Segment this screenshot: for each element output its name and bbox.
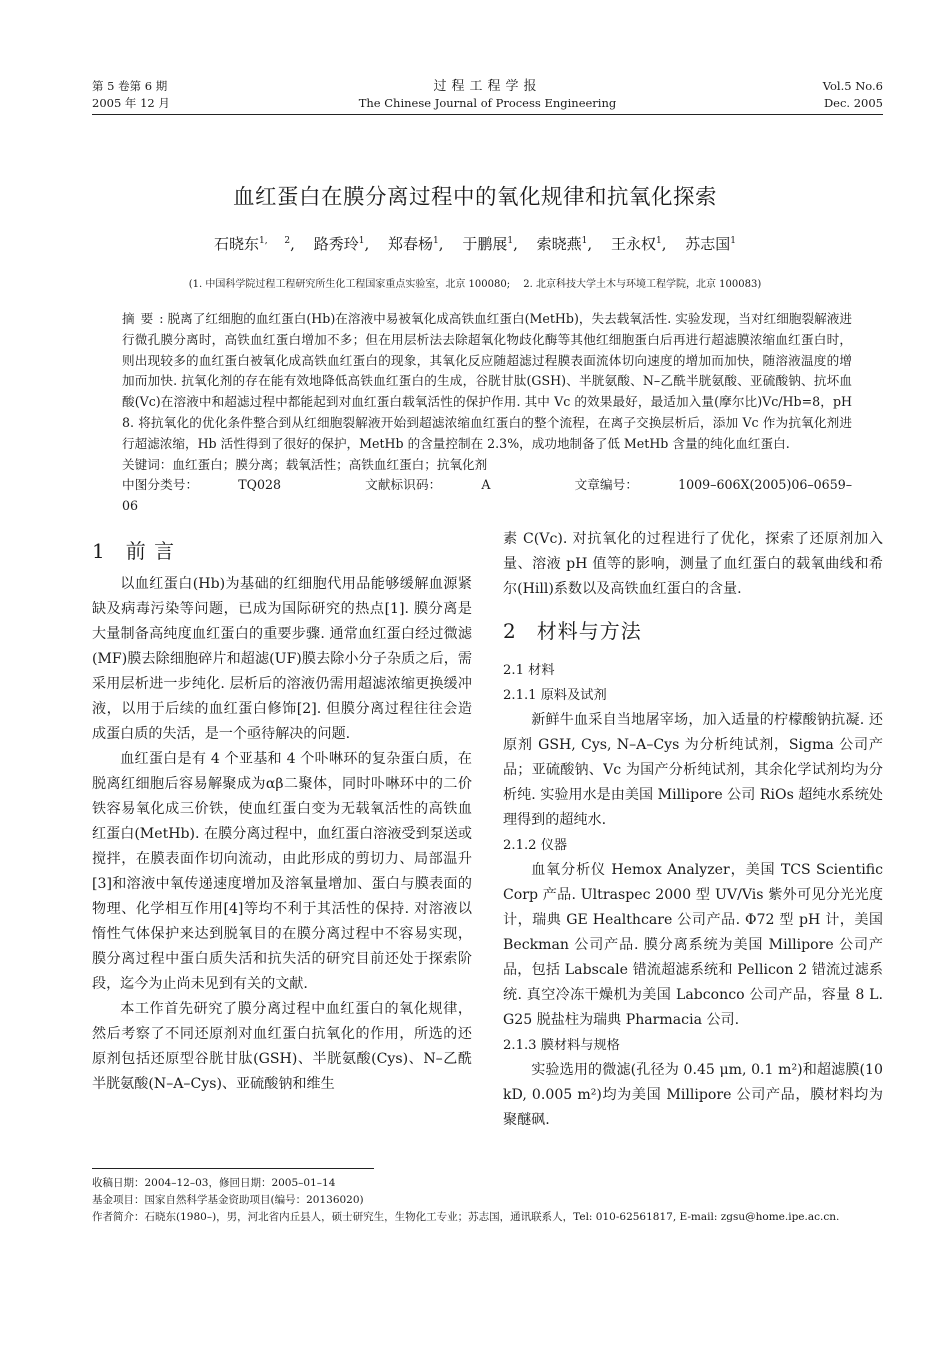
- paragraph: 血氧分析仪 Hemox Analyzer，美国 TCS Scientific Corp 产品. Ultraspec 2000 型 UV/Vis 紫外可见分光光度计，瑞典 GE Healthcare 公司产品. Φ72 型 pH 计，美国 Beckman 公司产品. 膜分离系统为美国 Millipore 公司产品，包括 Labscale 错流超滤系统和 Pellicon 2 错流过滤系统. 真空冷冻干燥机为美国 Labconco 公司产品，容量 8 L. G25 脱盐柱为瑞典 Pharmacia 公司.: [503, 862, 883, 1028]
- column-left: [92, 527, 472, 1097]
- abstract-block: [122, 309, 852, 517]
- paragraph: 新鲜牛血采自当地屠宰场，加入适量的柠檬酸钠抗凝. 还原剂 GSH, Cys, N–A–Cys 为分析纯试剂，Sigma 公司产品；亚硫酸钠、Vc 为国产分析纯试剂，其余化学试剂均为分析纯. 实验用水是由美国 Millipore 公司 RiOs 超纯水系统处理得到的超纯水.: [503, 712, 883, 828]
- section-heading: 1 前 言: [92, 539, 176, 563]
- subsection-heading: 2.1 材料: [503, 663, 555, 678]
- column-right: [503, 527, 883, 1133]
- header-date-cn: 2005 年 12 月: [92, 96, 170, 110]
- paragraph: 以血红蛋白(Hb)为基础的红细胞代用品能够缓解血源紧缺及病毒污染等问题，已成为国际研究的热点[1]. 膜分离是大量制备高纯度血红蛋白的重要步骤. 通常血红蛋白经过微滤(MF)膜去除细胞碎片和超滤(UF)膜去除小分子杂质之后，需采用层析进一步纯化. 层析后的溶液仍需用超滤浓缩更换缓冲液，以用于后续的血红蛋白修饰[2]. 但膜分离过程往往会造成蛋白质的失活，是一个亟待解决的问题.: [92, 576, 472, 742]
- clc-number: 中图分类号： TQ028: [122, 477, 281, 493]
- header-volume-info-en: [823, 78, 883, 112]
- paragraph-continued: 素 C(Vc). 对抗氧化的过程进行了优化，探索了还原剂加入量、溶液 pH 值等的影响，测量了血红蛋白的载氧曲线和希尔(Hill)系数以及高铁血红蛋白的含量.: [503, 531, 883, 597]
- author: 郑春杨$^1$,: [388, 235, 444, 253]
- author: 路秀玲$^1$,: [313, 235, 370, 253]
- classification-line: [122, 475, 852, 517]
- subsection-heading: 2.1.3 膜材料与规格: [503, 1038, 620, 1053]
- author: 王永权$^1$,: [610, 235, 667, 253]
- footnote-author-bio: 作者简介：石晓东(1980–)，男，河北省内丘县人，硕士研究生，生物化工专业；苏志国，通讯联系人，Tel: 010-62561817, E-mail: zgsu@home.ipe.ac.cn.: [92, 1211, 840, 1223]
- header-volume: 第 5 卷第 6 期: [92, 79, 168, 93]
- subsection-heading: 2.1.1 原料及试剂: [503, 688, 607, 703]
- abstract-text: 摘要: 脱离了红细胞的血红蛋白(Hb)在溶液中易被氧化成高铁血红蛋白(MetHb)，失去载氧活性. 实验发现，当对红细胞裂解液进行微孔膜分离时，高铁血红蛋白增加不多；但在用层析法去除超氧化物歧化酶等其他红细胞蛋白后再进行超滤膜浓缩血红蛋白时，则出现较多的血红蛋白被氧化成高铁血红蛋白的现象，其氧化反应随超滤过程膜表面流体切向速度的增加而加快，随溶液温度的增加而加快. 抗氧化剂的存在能有效地降低高铁血红蛋白的生成，谷胱甘肽(GSH)、半胱氨酸、N–乙酰半胱氨酸、亚硫酸钠、抗坏血酸(Vc)在溶液中和超滤过程中都能起到对血红蛋白载氧活性的保护作用. 其中 Vc 的效果最好，最适加入量(摩尔比)Vc/Hb=8，pH 8. 将抗氧化的优化条件整合到从红细胞裂解液开始到超滤浓缩血红蛋白的整个流程，在离子交换层析后，添加 Vc 作为抗氧化剂进行超滤浓缩，Hb 活性得到了很好的保护，MetHb 的含量控制在 2.3%，成功地制备了低 MetHb 含量的纯化血红蛋白.: [122, 311, 852, 451]
- header-volume-en: Vol.5 No.6: [822, 79, 883, 93]
- subsection-heading: 2.1.2 仪器: [503, 838, 568, 853]
- header-journal: [92, 78, 883, 112]
- journal-name-en: The Chinese Journal of Process Engineering: [358, 96, 617, 110]
- author: 石晓东$^{1, 2}$: [213, 235, 291, 253]
- paragraph: 血红蛋白是有 4 个亚基和 4 个卟啉环的复杂蛋白质，在脱离红细胞后容易解聚成为αβ二聚体，同时卟啉环中的二价铁容易氧化成三价铁，使血红蛋白变为无载氧活性的高铁血红蛋白(MetHb). 在膜分离过程中，血红蛋白溶液受到泵送或搅拌，在膜表面作切向流动，由此形成的剪切力、局部温升[3]和溶液中氧传递速度增加及溶氧量增加、蛋白与膜表面的物理、化学相互作用[4]等均不利于其活性的保持. 对溶液以惰性气体保护来达到脱氧目的在膜分离过程中不容易实现，膜分离过程中蛋白质失活和抗失活的研究目前还处于探索阶段，迄今为止尚未见到有关的文献.: [92, 751, 472, 992]
- footnote-funding: 基金项目：国家自然科学基金资助项目(编号：20136020): [92, 1194, 364, 1206]
- abstract-label: 摘要: [122, 311, 160, 326]
- author: 苏志国$^1$: [685, 235, 737, 253]
- footnote-divider: [92, 1168, 374, 1169]
- affiliations: (1. 中国科学院过程工程研究所生化工程国家重点实验室，北京 100080; 2. 北京科技大学土木与环境工程学院，北京 100083): [188, 279, 762, 290]
- document-code: 文献标识码： A: [365, 477, 491, 493]
- paragraph: 本工作首先研究了膜分离过程中血红蛋白的氧化规律，然后考察了不同还原剂对血红蛋白抗氧化的作用，所选的还原剂包括还原型谷胱甘肽(GSH)、半胱氨酸(Cys)、N–乙酰半胱氨酸(N–A–Cys)、亚硫酸钠和维生: [92, 1001, 472, 1092]
- author: 索晓燕$^1$,: [536, 235, 593, 253]
- footnote-dates: 收稿日期：2004–12–03，修回日期：2005–01–14: [92, 1177, 336, 1189]
- author-list: 石晓东$^{1, 2}$, 路秀玲$^1$, 郑春杨$^1$, 于鹏展$^1$, 索晓燕$^1$, 王永权$^1$, 苏志国$^1$: [213, 235, 737, 253]
- keywords-line: 关键词：血红蛋白；膜分离；载氧活性；高铁血红蛋白；抗氧化剂: [122, 456, 488, 472]
- running-header: [92, 78, 883, 115]
- footnotes: [92, 1175, 892, 1226]
- article-number: 文章编号： 1009–606X(2005)06–0659–06: [122, 477, 853, 514]
- journal-name-cn: 过程工程学报: [433, 79, 542, 94]
- author: 于鹏展$^1$,: [462, 235, 518, 253]
- paper-title: 血红蛋白在膜分离过程中的氧化规律和抗氧化探索: [232, 185, 717, 210]
- section-heading: 2 材料与方法: [503, 619, 642, 643]
- header-date-en: Dec. 2005: [823, 96, 883, 110]
- paragraph: 实验选用的微滤(孔径为 0.45 μm, 0.1 m²)和超滤膜(10 kD, 0.005 m²)均为美国 Millipore 公司产品，膜材料均为聚醚砜.: [503, 1062, 883, 1128]
